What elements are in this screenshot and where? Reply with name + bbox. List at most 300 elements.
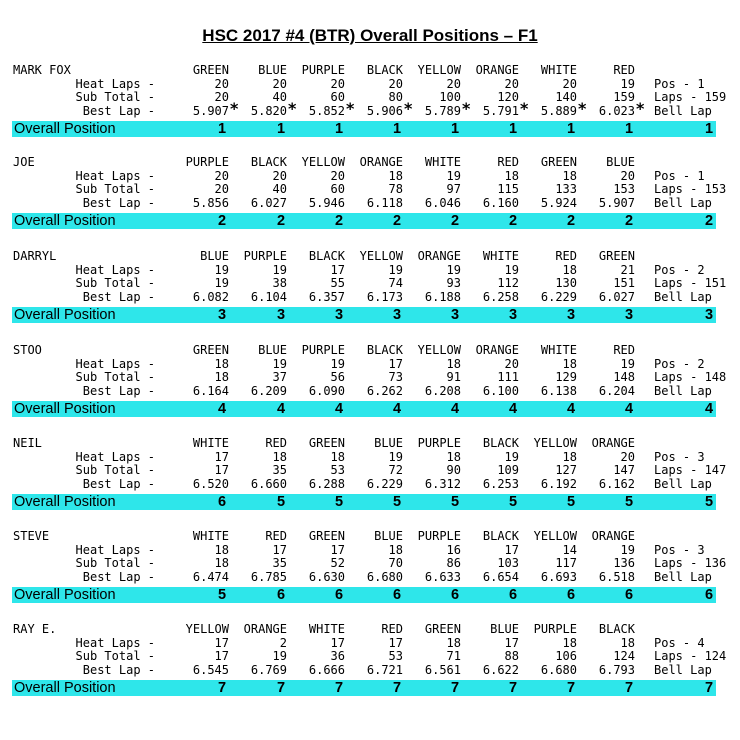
sub-value: 148 <box>613 370 635 384</box>
status-best: Bell Lap <box>654 476 712 491</box>
best-lap-label: Best Lap - <box>82 289 155 304</box>
driver-block <box>0 437 740 517</box>
overall-position-label: Overall Position <box>14 121 116 137</box>
heat-value: 16 <box>446 542 461 557</box>
overall-position-value: 6 <box>450 587 460 603</box>
status-heat: Pos - 2 <box>654 262 705 277</box>
page-title: HSC 2017 #4 (BTR) Overall Positions – F1 <box>202 26 538 45</box>
overall-position-value: 1 <box>508 121 518 137</box>
lane-header: YELLOW <box>417 343 461 357</box>
sub-value: 97 <box>446 182 461 196</box>
lane-header: PURPLE <box>301 343 345 357</box>
sub-value: 35 <box>272 556 287 570</box>
best-value: 6.693 <box>540 569 577 584</box>
overall-position-value: 2 <box>217 213 227 229</box>
heat-value: 19 <box>272 356 287 371</box>
best-value: 5.907 <box>598 195 635 210</box>
best-value: 6.288 <box>308 476 345 491</box>
sub-value: 147 <box>613 463 635 477</box>
overall-position-value: 2 <box>450 213 460 229</box>
best-value: 5.791 <box>482 103 519 118</box>
heat-value: 17 <box>504 542 519 557</box>
status-heat: Pos - 1 <box>654 76 705 91</box>
heat-value: 18 <box>620 635 635 650</box>
sub-value: 159 <box>613 90 635 104</box>
sub-value: 91 <box>446 370 461 384</box>
best-lap-label: Best Lap - <box>82 103 155 118</box>
overall-position-value: 7 <box>450 680 460 696</box>
overall-position-bar <box>12 680 716 696</box>
overall-position-value: 4 <box>392 401 402 417</box>
overall-position-value: 3 <box>450 307 460 323</box>
lane-header: WHITE <box>192 529 229 543</box>
heat-value: 17 <box>388 356 403 371</box>
overall-position-value: 6 <box>334 587 344 603</box>
best-value: 6.208 <box>424 383 461 398</box>
best-value: 6.164 <box>192 383 229 398</box>
sub-value: 18 <box>214 556 229 570</box>
heat-value: 20 <box>330 76 345 91</box>
best-value: 6.162 <box>598 476 635 491</box>
best-value: 6.357 <box>308 289 345 304</box>
sub-value: 90 <box>446 463 461 477</box>
best-value: 6.654 <box>482 569 519 584</box>
best-value: 6.160 <box>482 195 519 210</box>
driver-name: RAY E. <box>13 622 57 636</box>
sub-value: 40 <box>272 90 287 104</box>
lane-header: YELLOW <box>533 529 577 543</box>
overall-position-value: 4 <box>334 401 344 417</box>
driver-block <box>0 623 740 703</box>
best-value: 6.027 <box>598 289 635 304</box>
heat-value: 19 <box>388 262 403 277</box>
driver-name: NEIL <box>13 436 42 450</box>
overall-position-value: 7 <box>276 680 286 696</box>
sub-total-label: Sub Total - <box>75 556 155 570</box>
sub-value: 74 <box>388 276 403 290</box>
best-lap-star-icon: * <box>230 98 239 118</box>
status-best: Bell Lap <box>654 383 712 398</box>
best-value: 6.561 <box>424 662 461 677</box>
heat-value: 19 <box>620 356 635 371</box>
heat-value: 18 <box>330 449 345 464</box>
lane-header: BLUE <box>374 529 403 543</box>
overall-position-label: Overall Position <box>14 401 116 417</box>
sub-value: 55 <box>330 276 345 290</box>
sub-value: 56 <box>330 370 345 384</box>
overall-position-label: Overall Position <box>14 494 116 510</box>
sub-value: 40 <box>272 182 287 196</box>
sub-value: 20 <box>214 182 229 196</box>
lane-header: PURPLE <box>417 436 461 450</box>
best-value: 6.027 <box>250 195 287 210</box>
status-best: Bell Lap <box>654 289 712 304</box>
heat-value: 14 <box>562 542 577 557</box>
overall-position-value: 1 <box>276 121 286 137</box>
heat-laps-label: Heat Laps - <box>75 635 155 650</box>
lane-header: BLUE <box>606 155 635 169</box>
best-value: 6.138 <box>540 383 577 398</box>
lane-header: PURPLE <box>301 63 345 77</box>
heat-value: 20 <box>446 76 461 91</box>
overall-position-value: 4 <box>704 401 714 417</box>
sub-value: 103 <box>497 556 519 570</box>
heat-value: 19 <box>272 262 287 277</box>
sub-value: 127 <box>555 463 577 477</box>
sub-value: 73 <box>388 370 403 384</box>
heat-laps-label: Heat Laps - <box>75 356 155 371</box>
driver-block <box>0 344 740 424</box>
overall-position-value: 5 <box>508 494 518 510</box>
best-lap-label: Best Lap - <box>82 662 155 677</box>
lane-header: BLACK <box>598 622 635 636</box>
overall-position-value: 4 <box>624 401 634 417</box>
status-sub: Laps - 147 <box>654 463 727 477</box>
heat-value: 18 <box>388 168 403 183</box>
best-value: 6.785 <box>250 569 287 584</box>
heat-value: 18 <box>562 168 577 183</box>
overall-position-value: 7 <box>624 680 634 696</box>
overall-position-value: 3 <box>217 307 227 323</box>
best-value: 6.173 <box>366 289 403 304</box>
lane-header: GREEN <box>192 343 229 357</box>
best-value: 5.946 <box>308 195 345 210</box>
lane-header: BLACK <box>366 343 403 357</box>
overall-position-value: 5 <box>704 494 714 510</box>
heat-value: 18 <box>504 168 519 183</box>
sub-value: 140 <box>555 90 577 104</box>
lane-header: YELLOW <box>359 249 403 263</box>
heat-value: 20 <box>272 168 287 183</box>
overall-position-bar <box>12 587 716 603</box>
best-value: 6.680 <box>540 662 577 677</box>
best-value: 5.820 <box>250 103 287 118</box>
driver-block <box>0 250 740 330</box>
heat-value: 17 <box>272 542 287 557</box>
best-lap-star-icon: * <box>462 98 471 118</box>
best-value: 6.721 <box>366 662 403 677</box>
best-value: 5.906 <box>366 103 403 118</box>
sub-value: 35 <box>272 463 287 477</box>
driver-name: DARRYL <box>13 249 57 263</box>
lane-header: BLUE <box>490 622 519 636</box>
best-value: 5.789 <box>424 103 461 118</box>
overall-position-value: 4 <box>566 401 576 417</box>
status-heat: Pos - 3 <box>654 449 705 464</box>
heat-value: 19 <box>388 449 403 464</box>
best-value: 6.630 <box>308 569 345 584</box>
best-value: 6.793 <box>598 662 635 677</box>
sub-value: 106 <box>555 649 577 663</box>
heat-value: 17 <box>330 542 345 557</box>
sub-value: 124 <box>613 649 635 663</box>
heat-value: 20 <box>504 76 519 91</box>
overall-position-label: Overall Position <box>14 307 116 323</box>
sub-value: 52 <box>330 556 345 570</box>
heat-value: 17 <box>214 449 229 464</box>
overall-position-value: 1 <box>450 121 460 137</box>
heat-value: 20 <box>504 356 519 371</box>
lane-header: ORANGE <box>591 436 635 450</box>
heat-value: 19 <box>214 262 229 277</box>
overall-position-bar <box>12 307 716 323</box>
heat-value: 17 <box>504 635 519 650</box>
heat-value: 20 <box>330 168 345 183</box>
sub-value: 38 <box>272 276 287 290</box>
heat-value: 18 <box>214 356 229 371</box>
overall-position-value: 1 <box>392 121 402 137</box>
overall-position-label: Overall Position <box>14 587 116 603</box>
lane-header: WHITE <box>540 343 577 357</box>
lane-header: BLACK <box>482 436 519 450</box>
best-lap-star-icon: * <box>346 98 355 118</box>
lane-header: WHITE <box>308 622 345 636</box>
best-lap-star-icon: * <box>288 98 297 118</box>
heat-value: 19 <box>620 76 635 91</box>
sub-total-label: Sub Total - <box>75 90 155 104</box>
driver-block <box>0 64 740 144</box>
overall-position-value: 6 <box>392 587 402 603</box>
sub-value: 60 <box>330 182 345 196</box>
overall-position-value: 2 <box>704 213 714 229</box>
best-value: 5.907 <box>192 103 229 118</box>
best-value: 6.545 <box>192 662 229 677</box>
lane-header: GREEN <box>308 436 345 450</box>
best-value: 6.100 <box>482 383 519 398</box>
sub-total-label: Sub Total - <box>75 463 155 477</box>
best-value: 5.852 <box>308 103 345 118</box>
status-sub: Laps - 151 <box>654 276 727 290</box>
overall-position-value: 6 <box>508 587 518 603</box>
overall-position-value: 7 <box>566 680 576 696</box>
sub-value: 37 <box>272 370 287 384</box>
sub-value: 153 <box>613 182 635 196</box>
heat-value: 20 <box>388 76 403 91</box>
sub-value: 19 <box>214 276 229 290</box>
best-value: 6.474 <box>192 569 229 584</box>
best-value: 5.856 <box>192 195 229 210</box>
lane-header: BLUE <box>258 343 287 357</box>
driver-block <box>0 156 740 236</box>
best-value: 6.229 <box>540 289 577 304</box>
driver-name: STEVE <box>13 529 50 543</box>
heat-value: 19 <box>504 449 519 464</box>
sub-value: 78 <box>388 182 403 196</box>
sub-value: 53 <box>388 649 403 663</box>
sub-value: 120 <box>497 90 519 104</box>
overall-position-value: 1 <box>624 121 634 137</box>
sub-value: 129 <box>555 370 577 384</box>
lane-header: PURPLE <box>243 249 287 263</box>
best-value: 6.209 <box>250 383 287 398</box>
lane-header: ORANGE <box>417 249 461 263</box>
heat-value: 18 <box>446 635 461 650</box>
status-sub: Laps - 159 <box>654 90 727 104</box>
overall-position-value: 5 <box>334 494 344 510</box>
lane-header: BLACK <box>482 529 519 543</box>
overall-position-value: 1 <box>217 121 227 137</box>
heat-value: 19 <box>620 542 635 557</box>
best-value: 6.680 <box>366 569 403 584</box>
lane-header: ORANGE <box>475 343 519 357</box>
sub-value: 80 <box>388 90 403 104</box>
overall-position-value: 5 <box>392 494 402 510</box>
lane-header: YELLOW <box>185 622 229 636</box>
driver-name: STOO <box>13 343 42 357</box>
heat-value: 20 <box>562 76 577 91</box>
heat-value: 18 <box>562 449 577 464</box>
best-value: 6.204 <box>598 383 635 398</box>
heat-laps-label: Heat Laps - <box>75 168 155 183</box>
heat-value: 20 <box>620 168 635 183</box>
heat-value: 19 <box>446 168 461 183</box>
lane-header: GREEN <box>598 249 635 263</box>
overall-position-value: 3 <box>392 307 402 323</box>
status-best: Bell Lap <box>654 569 712 584</box>
sub-value: 151 <box>613 276 635 290</box>
heat-value: 20 <box>620 449 635 464</box>
sub-value: 17 <box>214 649 229 663</box>
heat-value: 18 <box>562 356 577 371</box>
sub-total-label: Sub Total - <box>75 370 155 384</box>
best-lap-star-icon: * <box>404 98 413 118</box>
overall-position-value: 6 <box>217 494 227 510</box>
best-value: 6.253 <box>482 476 519 491</box>
overall-position-value: 1 <box>566 121 576 137</box>
overall-position-value: 2 <box>276 213 286 229</box>
sub-value: 53 <box>330 463 345 477</box>
heat-value: 20 <box>214 76 229 91</box>
lane-header: GREEN <box>192 63 229 77</box>
best-lap-label: Best Lap - <box>82 569 155 584</box>
best-value: 6.046 <box>424 195 461 210</box>
overall-position-value: 6 <box>704 587 714 603</box>
sub-total-label: Sub Total - <box>75 649 155 663</box>
best-value: 6.518 <box>598 569 635 584</box>
driver-name: MARK FOX <box>13 63 71 77</box>
heat-value: 17 <box>214 635 229 650</box>
sub-value: 130 <box>555 276 577 290</box>
lane-header: GREEN <box>424 622 461 636</box>
sub-total-label: Sub Total - <box>75 182 155 196</box>
best-lap-star-icon: * <box>520 98 529 118</box>
status-sub: Laps - 153 <box>654 182 727 196</box>
status-sub: Laps - 124 <box>654 649 727 663</box>
driver-block <box>0 530 740 610</box>
overall-position-value: 7 <box>334 680 344 696</box>
best-value: 5.924 <box>540 195 577 210</box>
overall-position-value: 7 <box>704 680 714 696</box>
heat-value: 17 <box>330 635 345 650</box>
heat-value: 19 <box>446 262 461 277</box>
sub-value: 112 <box>497 276 519 290</box>
best-value: 6.520 <box>192 476 229 491</box>
heat-value: 20 <box>214 168 229 183</box>
overall-position-value: 3 <box>276 307 286 323</box>
best-lap-label: Best Lap - <box>82 476 155 491</box>
heat-value: 2 <box>279 635 287 650</box>
overall-position-value: 5 <box>217 587 227 603</box>
sub-value: 72 <box>388 463 403 477</box>
lane-header: WHITE <box>540 63 577 77</box>
lane-header: ORANGE <box>359 155 403 169</box>
overall-position-value: 5 <box>566 494 576 510</box>
best-value: 5.889 <box>540 103 577 118</box>
overall-position-bar <box>12 213 716 229</box>
heat-value: 18 <box>214 542 229 557</box>
lane-header: PURPLE <box>533 622 577 636</box>
lane-header: BLUE <box>258 63 287 77</box>
sub-value: 70 <box>388 556 403 570</box>
lane-header: GREEN <box>540 155 577 169</box>
best-lap-star-icon: * <box>578 98 587 118</box>
overall-position-label: Overall Position <box>14 213 116 229</box>
status-sub: Laps - 148 <box>654 370 727 384</box>
lane-header: RED <box>265 436 287 450</box>
overall-position-value: 1 <box>704 121 714 137</box>
heat-value: 18 <box>562 262 577 277</box>
best-value: 6.090 <box>308 383 345 398</box>
overall-position-bar <box>12 494 716 510</box>
sub-value: 100 <box>439 90 461 104</box>
overall-position-value: 3 <box>624 307 634 323</box>
lane-header: ORANGE <box>475 63 519 77</box>
lane-header: RED <box>381 622 403 636</box>
sub-value: 93 <box>446 276 461 290</box>
overall-position-value: 7 <box>392 680 402 696</box>
lane-header: BLACK <box>250 155 287 169</box>
lane-header: YELLOW <box>417 63 461 77</box>
best-value: 6.769 <box>250 662 287 677</box>
lane-header: BLACK <box>366 63 403 77</box>
lane-header: ORANGE <box>243 622 287 636</box>
lane-header: PURPLE <box>417 529 461 543</box>
lane-header: GREEN <box>308 529 345 543</box>
overall-position-value: 5 <box>624 494 634 510</box>
lane-header: WHITE <box>192 436 229 450</box>
best-value: 6.188 <box>424 289 461 304</box>
lane-header: ORANGE <box>591 529 635 543</box>
lane-header: WHITE <box>424 155 461 169</box>
lane-header: RED <box>265 529 287 543</box>
overall-position-value: 5 <box>450 494 460 510</box>
heat-value: 19 <box>504 262 519 277</box>
lane-header: BLUE <box>374 436 403 450</box>
sub-value: 109 <box>497 463 519 477</box>
status-best: Bell Lap <box>654 103 712 118</box>
best-value: 6.118 <box>366 195 403 210</box>
overall-position-label: Overall Position <box>14 680 116 696</box>
overall-position-value: 4 <box>450 401 460 417</box>
lane-header: YELLOW <box>301 155 345 169</box>
overall-position-value: 7 <box>217 680 227 696</box>
heat-value: 17 <box>388 635 403 650</box>
sub-value: 133 <box>555 182 577 196</box>
best-lap-label: Best Lap - <box>82 195 155 210</box>
driver-name: JOE <box>13 155 35 169</box>
overall-position-value: 2 <box>566 213 576 229</box>
lane-header: PURPLE <box>185 155 229 169</box>
overall-position-value: 2 <box>624 213 634 229</box>
sub-value: 19 <box>272 649 287 663</box>
best-lap-label: Best Lap - <box>82 383 155 398</box>
status-best: Bell Lap <box>654 662 712 677</box>
best-lap-star-icon: * <box>636 98 645 118</box>
overall-position-value: 3 <box>704 307 714 323</box>
overall-position-value: 4 <box>276 401 286 417</box>
overall-position-value: 2 <box>508 213 518 229</box>
sub-value: 60 <box>330 90 345 104</box>
